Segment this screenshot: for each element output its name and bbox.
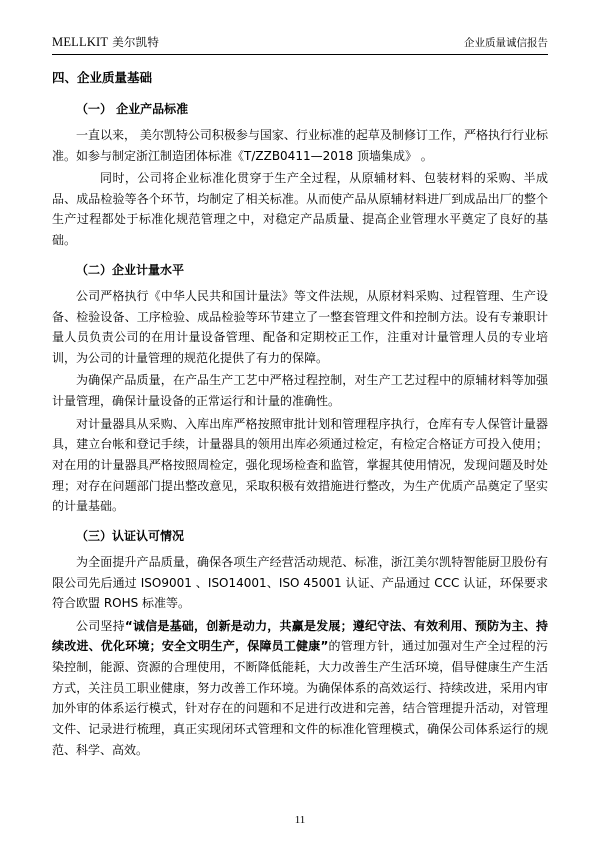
- subsection-heading-product-standards: （一） 企业产品标准: [76, 101, 189, 116]
- paragraph-policy: [52, 616, 548, 760]
- page-number: 11: [294, 814, 306, 826]
- policy-quote: “诚信是基础，创新是动力，共赢是发展；遵纪守法、有效利用、预防为主、持续改进、优化环境；安全文明生产，保障员工健康”: [52, 618, 548, 654]
- document-title: 企业质量诚信报告: [464, 37, 548, 49]
- brand-name-cn: 美尔凯特: [112, 35, 160, 49]
- brand-name-en: MELLKIT: [52, 35, 109, 49]
- subsection-heading-certification: （三）认证认可情况: [76, 528, 185, 543]
- page-header: [52, 34, 548, 55]
- policy-suffix: 的管理方针，通过加强对生产全过程的污染控制，能源、资源的合理使用，不断降低能耗，大力改善生产生活环境，倡导健康生产生活方式，关注员工职业健康，努力改善工作环境。为确保体系的高效运行、持续改进，采用内审加外审的体系运行模式，针对存在的问题和不足进行改进和完善，结合管理提升活动，对管理文件、记录进行梳理，真正实现闭环式管理和文件的标准化管理模式，确保公司体系运行的规范、科学、高效。: [52, 639, 548, 757]
- document-body: [52, 55, 548, 760]
- paragraph: 一直以来， 美尔凯特公司积极参与国家、行业标准的起草及制修订工作，严格执行行业标准。如参与制定浙江制造团体标准《T/ZZB0411—2018 顶墙集成》 。: [52, 127, 548, 163]
- section-title: 四、企业质量基础: [52, 70, 153, 85]
- subsection-heading-measurement-level: （二）企业计量水平: [76, 262, 185, 277]
- paragraph: 为确保产品质量，在产品生产工艺中严格过程控制，对生产工艺过程中的原辅材料等加强计量管理，确保计量设备的正常运行和计量的准确性。: [52, 373, 548, 408]
- paragraph: 为全面提升产品质量，确保各项生产经营活动规范、标准，浙江美尔凯特智能厨卫股份有限公司先后通过 ISO9001 、ISO14001、ISO 45001 认证、产品通过 CCC 认证，环保要求符合欧盟 ROHS 标准等。: [52, 554, 548, 611]
- paragraph: 对计量器具从采购、入库出库严格按照审批计划和管理程序执行，仓库有专人保管计量器具，建立台帐和登记手续，计量器具的领用出库必须通过检定，有检定合格证方可投入使用；对在用的计量器具严格按照周检定，强化现场检查和监管，掌握其使用情况，发现问题及时处理；对存在问题部门提出整改意见，采取积极有效措施进行整改，为生产优质产品奠定了坚实的计量基础。: [52, 416, 548, 514]
- paragraph: 公司严格执行《中华人民共和国计量法》等文件法规，从原材料采购、过程管理、生产设备、检验设备、工序检验、成品检验等环节建立了一整套管理文件和控制方法。设有专兼职计量人员负责公司的在用计量设备管理、配备和定期校正工作，注重对计量管理人员的专业培训，为公司的计量管理的规范化提供了有力的保障。: [52, 288, 548, 365]
- paragraph: 同时，公司将企业标准化贯穿于生产全过程，从原辅材料、包装材料的采购、半成品、成品检验等各个环节，均制定了相关标准。从而使产品从原辅材料进厂到成品出厂的整个生产过程都处于标准化规范管理之中，对稳定产品质量、提高企业管理水平奠定了良好的基础。: [52, 171, 548, 248]
- policy-prefix: 公司坚持: [76, 618, 125, 633]
- company-brand: [52, 34, 159, 50]
